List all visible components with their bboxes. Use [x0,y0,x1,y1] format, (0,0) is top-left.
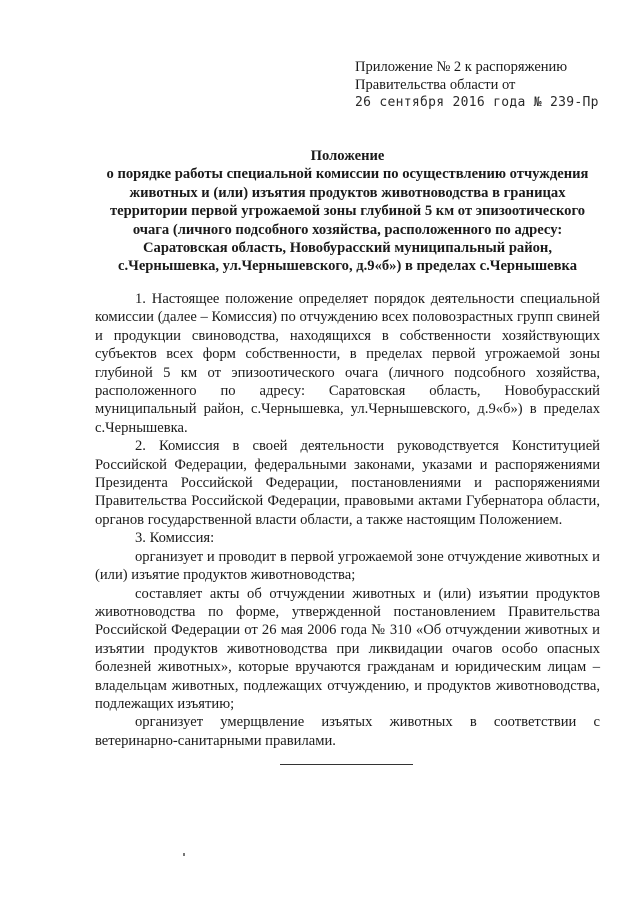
title-line-3: территории первой угрожаемой зоны глубиной 5 км от эпизоотического [109,203,586,220]
annex-line-2: Правительства области от [355,77,516,93]
title-heading: Положение [310,148,385,164]
scan-speck [183,853,185,856]
paragraph-5: составляет акты об отчуждении животных и (или) изъятии продуктов животноводства по форме, утвержденной постановлением Правительства Российской Федерации от 26 мая 2006 года № 310 «Об отчуждении животных и изъятии продуктов животноводства при ликвидации очагов особо опасных болезней животных», которые вручаются гражданам и юридическим лицам – владельцам животных, подлежащих отчуждению, и продуктов животноводства, подлежащих изъятию; [95,585,600,712]
annex-date-number: 26 сентября 2016 года № 239-Пр [355,95,599,110]
title-line-6: с.Чернышевка, ул.Чернышевского, д.9«б») в пределах с.Чернышевка [117,258,578,275]
title-line-1: о порядке работы специальной комиссии по осуществлению отчуждения [106,166,589,183]
annex-line-1: Приложение № 2 к распоряжению [355,59,568,75]
annex-header [355,58,625,112]
paragraph-6: организует умерщвление изъятых животных в соответствии с ветеринарно-санитарными правилами. [95,714,600,749]
title-line-5: Саратовская область, Новобурасский муниципальный район, [142,240,552,257]
document-body [95,290,600,750]
paragraph-2: 2. Комиссия в своей деятельности руководствуется Конституцией Российской Федерации, федеральными законами, указами и распоряжениями Президента Российской Федерации, постановлениями и распоряжениями Правительства Российской Федерации, правовыми актами Губернатора области, органов государственной власти области, а также настоящим Положением. [95,438,600,528]
paragraph-4: организует и проводит в первой угрожаемой зоне отчуждение животных и (или) изъятие продуктов животноводства; [95,548,600,584]
document-title [95,147,600,276]
title-line-4: очага (личного подсобного хозяйства, расположенного по адресу: [132,221,563,238]
paragraph-3: 3. Комиссия: [135,530,215,547]
paragraph-1: 1. Настоящее положение определяет порядок деятельности специальной комиссии (далее – Комиссия) по отчуждению всех половозрастных групп свиней и продукции свиноводства, находящихся в собственности хозяйствующих субъектов всех форм собственности, в пределах первой угрожаемой зоны глубиной 5 км от эпизоотического очага (личного подсобного хозяйства, расположенного по адресу: Саратовская область, Новобурасский муниципальный район, с.Чернышевка, ул.Чернышевского, д.9«б») в пределах с.Чернышевка. [95,291,600,436]
title-line-2: животных и (или) изъятия продуктов животноводства в границах [129,184,566,201]
end-divider-line [280,764,413,765]
